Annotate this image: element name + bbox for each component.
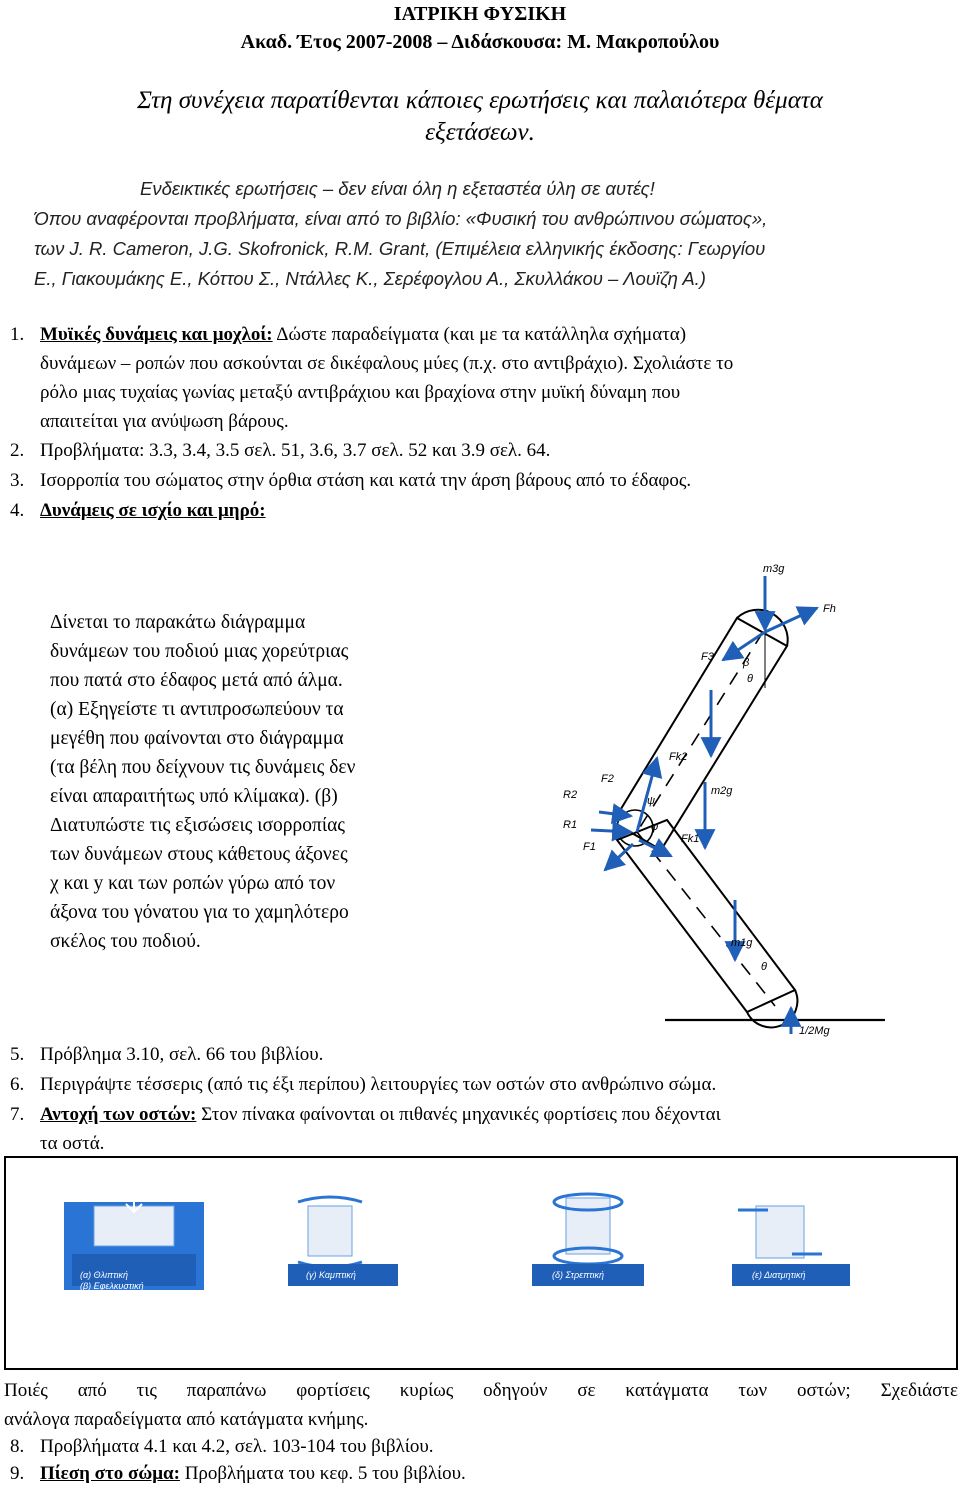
label-f3: F3 xyxy=(701,651,714,663)
load-label-d: (δ) Στρεπτική xyxy=(552,1270,604,1280)
label-m2g: m2g xyxy=(711,785,733,797)
label-m1g: m1g xyxy=(731,937,753,949)
label-f2: F2 xyxy=(601,773,614,785)
item-3-number: 3. xyxy=(10,470,25,491)
item-6-number: 6. xyxy=(10,1074,25,1095)
item-4-number: 4. xyxy=(10,500,25,521)
label-fk1: Fk1 xyxy=(681,833,700,845)
bone-loading-table xyxy=(4,1156,958,1370)
label-half-mg: 1/2Mg xyxy=(799,1025,830,1037)
item-3-text: Ισορροπία του σώματος στην όρθια στάση και κατά την άρση βάρους από το έδαφος. xyxy=(40,470,692,491)
item-9-text: Προβλήματα του κεφ. 5 του βιβλίου. xyxy=(184,1463,466,1484)
diagram-description xyxy=(50,608,448,956)
side-line-1: Δίνεται το παρακάτω διάγραμμα xyxy=(50,612,306,633)
lower-leg-segment xyxy=(617,820,795,1012)
load-label-e: (ε) Διατμητική xyxy=(752,1270,806,1280)
load-label-c: (γ) Καμπτική xyxy=(306,1270,356,1280)
item-1-text-1: Δώστε παραδείγματα (και με τα κατάλληλα σχήματα) xyxy=(276,324,687,345)
label-r1: R1 xyxy=(563,819,578,831)
label-m3g: m3g xyxy=(763,563,785,575)
intro-line-2: εξετάσεων. xyxy=(425,119,535,146)
notice-red-line: Ενδεικτικές ερωτήσεις – δεν είναι όλη η εξεταστέα ύλη σε αυτές! xyxy=(140,178,655,199)
side-line-11: άξονα του γόνατου για το χαμηλότερο xyxy=(50,902,349,923)
notice-line-1: Όπου αναφέρονται προβλήματα, είναι από το βιβλίο: «Φυσική του ανθρώπινου σώματος», xyxy=(34,208,768,229)
closing-question xyxy=(4,1376,958,1434)
item-6-text: Περιγράψτε τέσσερις (από τις έξι περίπου) λειτουργίες των οστών στο ανθρώπινο σώμα. xyxy=(40,1074,717,1095)
item-1 xyxy=(40,320,958,436)
item-1-number: 1. xyxy=(10,324,25,345)
side-line-9: των δυνάμεων στους κάθετους άξονες xyxy=(50,844,348,865)
item-7-text-2: τα οστά. xyxy=(40,1133,105,1154)
thigh-segment xyxy=(613,618,787,850)
item-9-title: Πίεση στο σώμα: xyxy=(40,1463,180,1484)
page-title: ΙΑΤΡΙΚΗ ΦΥΣΙΚΗ xyxy=(393,3,567,25)
notice-line-2: των J. R. Cameron, J.G. Skofronick, R.M. Grant, (Επιμέλεια ελληνικής έκδοσης: Γεωργίου xyxy=(34,238,766,259)
item-7-text-1: Στον πίνακα φαίνονται οι πιθανές μηχανικές φορτίσεις που δέχονται xyxy=(201,1104,721,1125)
label-beta: β xyxy=(743,657,750,669)
side-line-3: που πατά στο έδαφος μετά από άλμα. xyxy=(50,670,343,691)
notice-line-3: Ε., Γιακουμάκης Ε., Κόττου Σ., Ντάλλες Κ., Σερέφογλου Α., Σκυλλάκου – Λουϊζη Α.) xyxy=(34,268,706,289)
item-8-number: 8. xyxy=(10,1436,25,1457)
side-line-6: (τα βέλη που δείχνουν τις δυνάμεις δεν xyxy=(50,757,356,778)
item-7-title: Αντοχή των οστών: xyxy=(40,1104,197,1125)
side-line-10: χ και y και των ροπών γύρω από τον xyxy=(50,873,336,894)
page-subtitle: Ακαδ. Έτος 2007-2008 – Διδάσκουσα: Μ. Μακροπούλου xyxy=(240,31,720,53)
side-line-7: είναι απαραιτήτως υπό κλίμακα). (β) xyxy=(50,786,338,807)
item-1-text-2: δυνάμεων – ροπών που ασκούνται σε δικέφαλους μύες (π.χ. στο αντιβράχιο). Σχολιάστε το xyxy=(40,353,734,374)
label-fh: Fh xyxy=(823,603,836,615)
item-4-title: Δυνάμεις σε ισχίο και μηρό: xyxy=(40,500,266,521)
side-line-2: δυνάμεων του ποδιού μιας χορεύτριας xyxy=(50,641,349,662)
item-5-text: Πρόβλημα 3.10, σελ. 66 του βιβλίου. xyxy=(40,1044,324,1065)
label-theta-bottom: θ xyxy=(761,961,767,973)
loading-figures xyxy=(6,1158,956,1368)
item-1-title: Μυϊκές δυνάμεις και μοχλοί: xyxy=(40,324,273,345)
leg-force-diagram xyxy=(555,560,955,1040)
item-5-number: 5. xyxy=(10,1044,25,1065)
item-2-text: Προβλήματα: 3.3, 3.4, 3.5 σελ. 51, 3.6, 3.7 σελ. 52 και 3.9 σελ. 64. xyxy=(40,440,551,461)
closing-line-1: Ποιές από τις παραπάνω φορτίσεις κυρίως οδηγούν σε κατάγματα των οστών; Σχεδιάστε xyxy=(4,1380,958,1401)
closing-line-2: ανάλογα παραδείγματα από κατάγματα κνήμης. xyxy=(4,1409,369,1430)
side-line-4: (α) Εξηγείστε τι αντιπροσωπεύουν τα xyxy=(50,699,344,720)
label-r2: R2 xyxy=(563,789,578,801)
label-f1: F1 xyxy=(583,841,596,853)
intro-line-1: Στη συνέχεια παρατίθενται κάποιες ερωτήσεις και παλαιότερα θέματα xyxy=(137,87,823,114)
item-1-text-4: απαιτείται για ανύψωση βάρους. xyxy=(40,411,289,432)
item-7-number: 7. xyxy=(10,1104,25,1125)
item-2-number: 2. xyxy=(10,440,25,461)
label-phi: φ xyxy=(651,821,659,833)
side-line-12: σκέλος του ποδιού. xyxy=(50,931,201,952)
item-7 xyxy=(40,1100,958,1129)
label-theta-top: θ xyxy=(747,673,753,685)
label-psi: ψ xyxy=(647,795,656,807)
load-label-a: (α) Θλιπτική xyxy=(80,1270,128,1280)
item-1-text-3: ρόλο μιας τυχαίας γωνίας μεταξύ αντιβράχιου και βραχίονα στην μυϊκή δύναμη που xyxy=(40,382,681,403)
item-9-number: 9. xyxy=(10,1463,25,1484)
item-8-text: Προβλήματα 4.1 και 4.2, σελ. 103-104 του βιβλίου. xyxy=(40,1436,434,1457)
side-line-8: Διατυπώστε τις εξισώσεις ισορροπίας xyxy=(50,815,346,836)
load-label-b: (β) Εφελκυστική xyxy=(80,1281,144,1291)
side-line-5: μεγέθη που φαίνονται στο διάγραμμα xyxy=(50,728,344,749)
label-fk2: Fk2 xyxy=(669,751,688,763)
